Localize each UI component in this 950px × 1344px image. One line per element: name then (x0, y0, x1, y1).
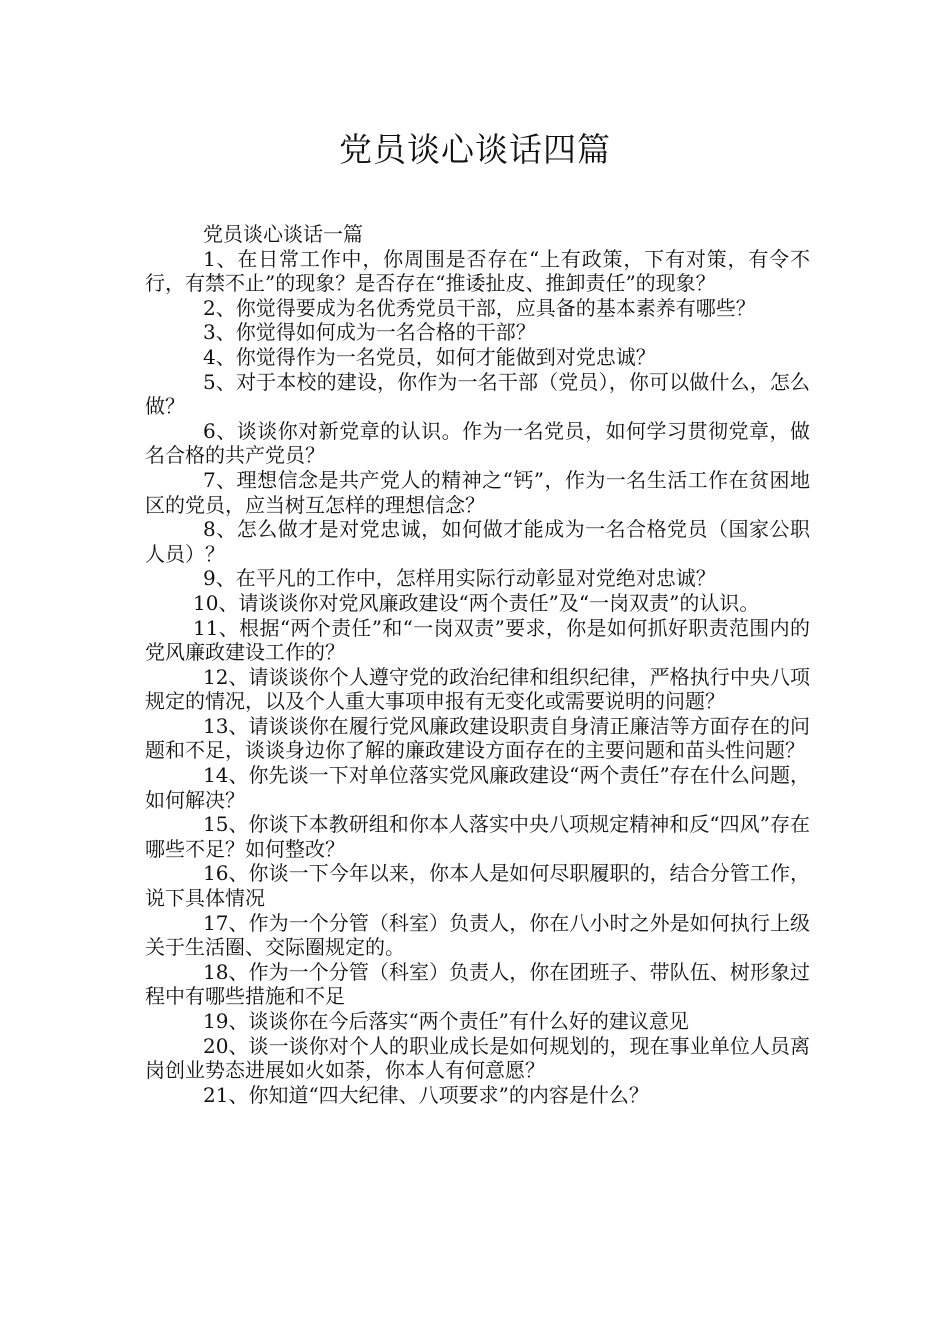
question-item-7: 7、理想信念是共产党人的精神之“钙”，作为一名生活工作在贫困地区的党员，应当树互怎样的理想信念？ (145, 467, 810, 517)
document-title: 党员谈心谈话四篇 (339, 130, 611, 169)
question-item-3: 3、你觉得如何成为一名合格的干部？ (203, 320, 536, 345)
question-item-9: 9、在平凡的工作中，怎样用实际行动彰显对党绝对忠诚？ (203, 566, 716, 591)
question-item-8: 8、怎么做才是对党忠诚，如何做才能成为一名合格党员（国家公职人员）？ (145, 517, 810, 566)
question-item-18: 18、作为一个分管（科室）负责人，你在团班子、带队伍、树形象过程中有哪些措施和不足 (145, 959, 810, 1009)
question-item-14: 14、你先谈一下对单位落实党风廉政建设“两个责任”存在什么问题，如何解决？ (145, 763, 810, 812)
question-item-11: 11、根据“两个责任”和“一岗双责”要求，你是如何抓好职责范围内的党风廉政建设工作的？ (145, 615, 810, 665)
question-item-4: 4、你觉得作为一名党员，如何才能做到对党忠诚？ (203, 344, 656, 369)
question-item-20: 20、谈一谈你对个人的职业成长是如何规划的，现在事业单位人员离岗创业势态进展如火如荼，你本人有何意愿？ (145, 1033, 810, 1083)
question-item-2: 2、你觉得要成为名优秀党员干部，应具备的基本素养有哪些？ (203, 295, 756, 320)
question-item-21: 21、你知道“四大纪律、八项要求”的内容是什么？ (203, 1082, 649, 1107)
section-heading: 党员谈心谈话一篇 (203, 222, 363, 246)
document-body (145, 222, 810, 1107)
question-item-6: 6、谈谈你对新党章的认识。作为一名党员，如何学习贯彻党章，做名合格的共产党员？ (145, 418, 810, 468)
question-item-12: 12、请谈谈你个人遵守党的政治纪律和组织纪律，严格执行中央八项规定的情况，以及个人重大事项申报有无变化或需要说明的问题？ (145, 664, 810, 714)
question-item-13: 13、请谈谈你在履行党风廉政建设职责自身清正廉洁等方面存在的问题和不足，谈谈身边你了解的廉政建设方面存在的主要问题和苗头性问题？ (145, 713, 810, 763)
question-item-1: 1、在日常工作中，你周围是否存在“上有政策，下有对策，有令不行，有禁不止”的现象？是否存在“推诿扯皮、推卸责任”的现象？ (145, 246, 810, 296)
question-item-10: 10、请谈谈你对党风廉政建设“两个责任”及“一岗双责”的认识。 (193, 590, 760, 615)
question-item-16: 16、你谈一下今年以来，你本人是如何尽职履职的，结合分管工作，说下具体情况 (145, 861, 810, 911)
question-item-19: 19、谈谈你在今后落实“两个责任”有什么好的建议意见 (203, 1009, 689, 1033)
question-item-17: 17、作为一个分管（科室）负责人，你在八小时之外是如何执行上级关于生活圈、交际圈规定的。 (145, 910, 810, 960)
question-item-15: 15、你谈下本教研组和你本人落实中央八项规定精神和反“四风”存在哪些不足？如何整改？ (145, 812, 810, 861)
question-item-5: 5、对于本校的建设，你作为一名干部（党员），你可以做什么，怎么做？ (145, 369, 810, 419)
